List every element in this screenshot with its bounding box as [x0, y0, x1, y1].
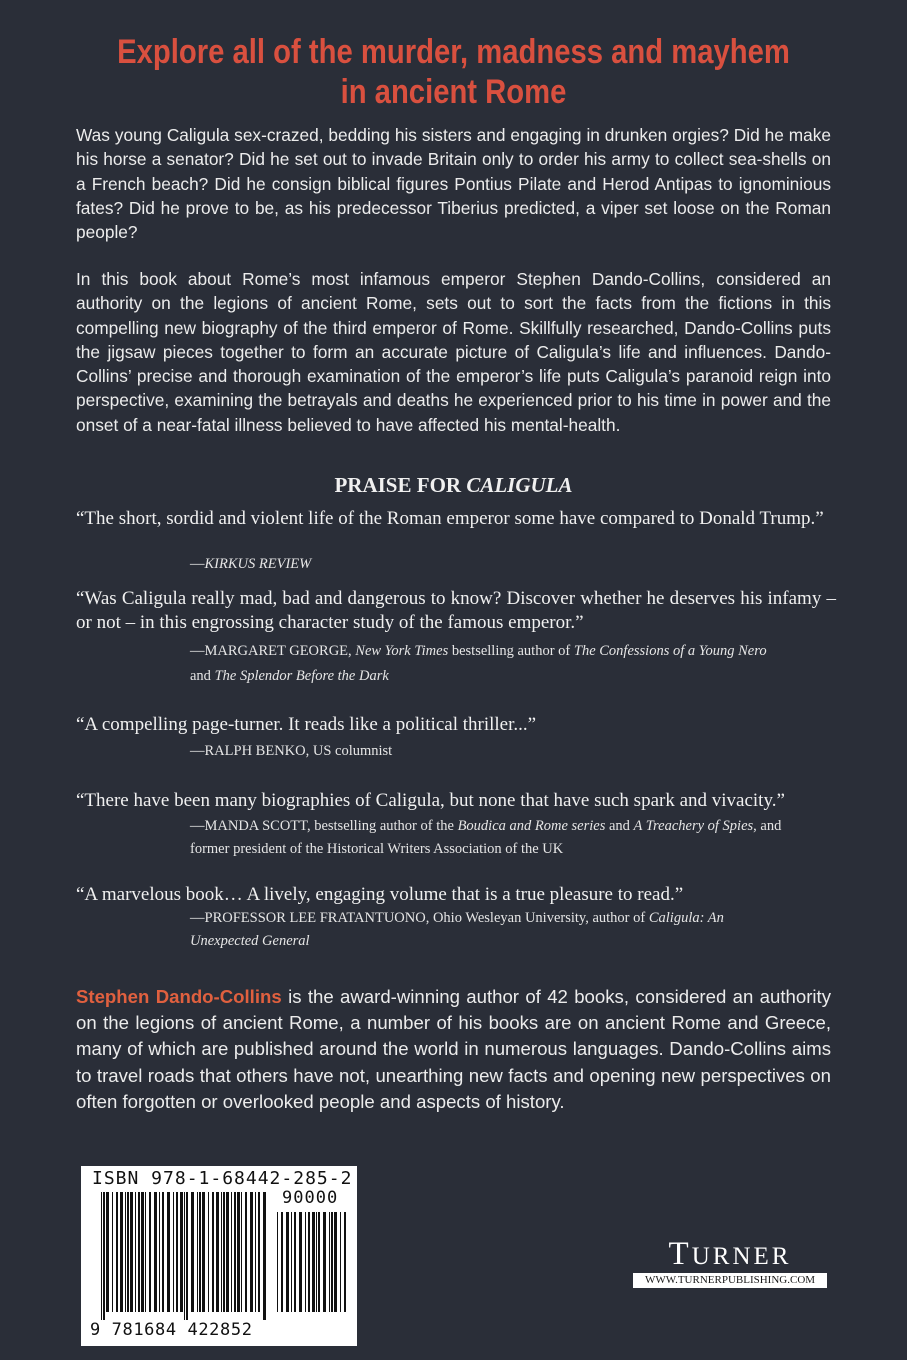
attribution-part: , and	[753, 818, 782, 834]
barcode-bar	[299, 1212, 302, 1312]
barcode-bar	[255, 1192, 256, 1312]
barcode-bar	[308, 1212, 310, 1312]
author-name: Stephen Dando-Collins	[76, 986, 282, 1007]
praise-attribution-3: —RALPH BENKO, US columnist	[190, 743, 393, 759]
headline-line-2: in ancient Rome	[340, 73, 567, 111]
barcode-bar	[258, 1192, 260, 1312]
barcode-bar	[154, 1192, 157, 1312]
barcode-bar	[116, 1192, 118, 1312]
praise-attribution-2	[190, 640, 767, 662]
barcode-bar	[112, 1192, 113, 1312]
attribution-part: —MARGARET GEORGE,	[190, 643, 356, 659]
barcode-bar	[149, 1192, 151, 1312]
attribution-part: A Treachery of Spies	[633, 818, 754, 834]
addon-barcode	[277, 1212, 346, 1312]
barcode-bar	[159, 1192, 160, 1312]
barcode-bar	[241, 1192, 242, 1312]
barcode-bar	[277, 1212, 278, 1312]
barcode-bar	[226, 1192, 229, 1312]
attribution-part: bestselling author of	[448, 643, 574, 659]
publisher-name	[630, 1236, 830, 1275]
barcode-bar	[130, 1192, 133, 1312]
barcode-bar	[176, 1192, 178, 1312]
barcode-bar	[120, 1192, 123, 1312]
barcode-bar	[334, 1212, 337, 1312]
praise-attribution-5-line-2	[190, 930, 310, 952]
barcode-bar	[125, 1192, 126, 1312]
barcode-bar	[103, 1192, 105, 1320]
barcode-bar	[199, 1192, 201, 1312]
praise-quote-4: “There have been many biographies of Caligula, but none that have such spark and vivacity.”	[76, 790, 785, 811]
barcode-bar	[141, 1192, 144, 1312]
barcode-bar	[323, 1212, 326, 1312]
praise-attribution-4	[190, 815, 781, 837]
barcode-bar	[167, 1192, 170, 1312]
barcode-bar	[316, 1212, 317, 1312]
author-bio	[76, 984, 831, 1115]
barcode-bar	[331, 1212, 333, 1312]
barcode-bar	[197, 1192, 198, 1312]
barcode-bar	[208, 1192, 209, 1312]
praise-attribution-5	[190, 907, 724, 929]
headline	[98, 32, 809, 112]
barcode-bar	[223, 1192, 225, 1312]
barcode-bar	[231, 1192, 232, 1312]
attribution-part: Unexpected General	[190, 933, 310, 949]
barcode-bar	[340, 1212, 341, 1312]
attribution-part: and	[190, 668, 215, 684]
barcode-bar	[138, 1192, 140, 1312]
attribution-dash: —	[190, 556, 205, 572]
barcode-bar	[329, 1212, 330, 1312]
attribution-part: and	[605, 818, 634, 834]
barcode-bar	[106, 1192, 109, 1312]
blurb-paragraph-1: Was young Caligula sex-crazed, bedding his sisters and engaging in drunken orgies? Did he make his horse a senator? Did he set out to invade Britain only to order his army to collect sea-shells on a French beach? Did he consign biblical figures Pontius Pilate and Herod Antipas to ignominious fates? Did he prove to be, as his predecessor Tiberius predicted, a viper set loose on the Roman people?	[76, 125, 831, 243]
ean-digits: 9 781684 422852	[90, 1320, 253, 1340]
price-code: 90000	[282, 1188, 339, 1208]
praise-attribution-2-line-2	[190, 665, 389, 687]
barcode-bar	[101, 1192, 102, 1320]
headline-line-1: Explore all of the murder, madness and mayhem	[117, 33, 790, 71]
barcode-bar	[245, 1192, 247, 1312]
publisher-name-rest: URNER	[691, 1243, 792, 1270]
attribution-part: Boudica and Rome series	[457, 818, 606, 834]
barcode-bar	[191, 1192, 194, 1312]
barcode-bar	[184, 1192, 185, 1320]
praise-heading	[0, 472, 907, 498]
attribution-part: —MANDA SCOTT, bestselling author of the	[190, 818, 458, 834]
barcode-bar	[237, 1192, 240, 1312]
attribution-part: Caligula: An	[648, 910, 724, 926]
ean-barcode	[101, 1192, 266, 1320]
praise-heading-title: CALIGULA	[466, 473, 573, 497]
attribution-source: KIRKUS REVIEW	[204, 556, 312, 572]
praise-quote-1: “The short, sordid and violent life of the Roman emperor some have compared to Donald Trump.”	[76, 508, 824, 529]
barcode-bar	[263, 1192, 266, 1320]
praise-quote-2: “Was Caligula really mad, bad and dangerous to know? Discover whether he deserves his infamy – or not – in this engrossing character study of the famous emperor.”	[76, 588, 836, 633]
barcode-bar	[216, 1192, 219, 1312]
barcode-bar	[221, 1192, 222, 1312]
attribution-part: The Confessions of a Young Nero	[573, 643, 767, 659]
barcode-bar	[173, 1192, 174, 1312]
publisher-logo	[630, 1236, 830, 1296]
praise-quote-5: “A marvelous book… A lively, engaging volume that is a true pleasure to read.”	[76, 884, 684, 905]
barcode-bar	[286, 1212, 289, 1312]
barcode-bar	[344, 1212, 346, 1312]
praise-attribution-1	[190, 553, 311, 575]
attribution-part: —PROFESSOR LEE FRATANTUONO, Ohio Wesleyan University, author of	[190, 910, 649, 926]
publisher-name-initial: T	[668, 1236, 692, 1272]
barcode-bar	[135, 1192, 136, 1312]
barcode-bar	[318, 1212, 320, 1312]
praise-attribution-4-line-2: former president of the Historical Writers Association of the UK	[190, 841, 564, 857]
barcode-bar	[294, 1212, 296, 1312]
praise-heading-label: PRAISE FOR	[334, 473, 462, 497]
praise-quote-3: “A compelling page-turner. It reads like a political thriller...”	[76, 714, 537, 735]
barcode-bar	[180, 1192, 183, 1312]
barcode-bar	[250, 1192, 253, 1312]
publisher-url: WWW.TURNERPUBLISHING.COM	[633, 1273, 827, 1288]
barcode-bar	[212, 1192, 214, 1312]
blurb-paragraph-2: In this book about Rome’s most infamous emperor Stephen Dando-Collins, considered an authority on the legions of ancient Rome, sets out to sort the facts from the fictions in this compelling new biography of the third emperor of Rome. Skillfully researched, Dando-Collins puts the jigsaw pieces together to form an accurate picture of Caligula’s life and influences. Dando-Collins’ precise and thorough examination of the emperor’s life puts Caligula’s paranoid reign into perspective, examining the betrayals and deaths he experienced prior to his time in power and the onset of a near-fatal illness believed to have affected his mental-health.	[76, 269, 831, 435]
barcode-bar	[291, 1212, 292, 1312]
attribution-part: New York Times	[355, 643, 449, 659]
barcode-bar	[186, 1192, 188, 1320]
barcode-bar	[305, 1212, 306, 1312]
barcode-bar	[145, 1192, 146, 1312]
barcode-bar	[234, 1192, 236, 1312]
barcode-bar	[281, 1212, 283, 1312]
barcode-bar	[127, 1192, 129, 1312]
isbn-number: ISBN 978-1-68442-285-2	[92, 1168, 353, 1189]
author-bio-text: is the award-winning author of 42 books, considered an authority on the legions of ancient Rome, a number of his books are on ancient Rome and Greece, many of which are published around the world in numerous languages. Dando-Collins aims to travel roads that others have not, unearthing new facts and opening new perspectives on often forgotten or overlooked people and aspects of history.	[76, 986, 831, 1112]
attribution-part: The Splendor Before the Dark	[214, 668, 389, 684]
barcode-bar	[202, 1192, 205, 1312]
barcode-bar	[312, 1212, 315, 1312]
barcode-bar	[162, 1192, 164, 1312]
